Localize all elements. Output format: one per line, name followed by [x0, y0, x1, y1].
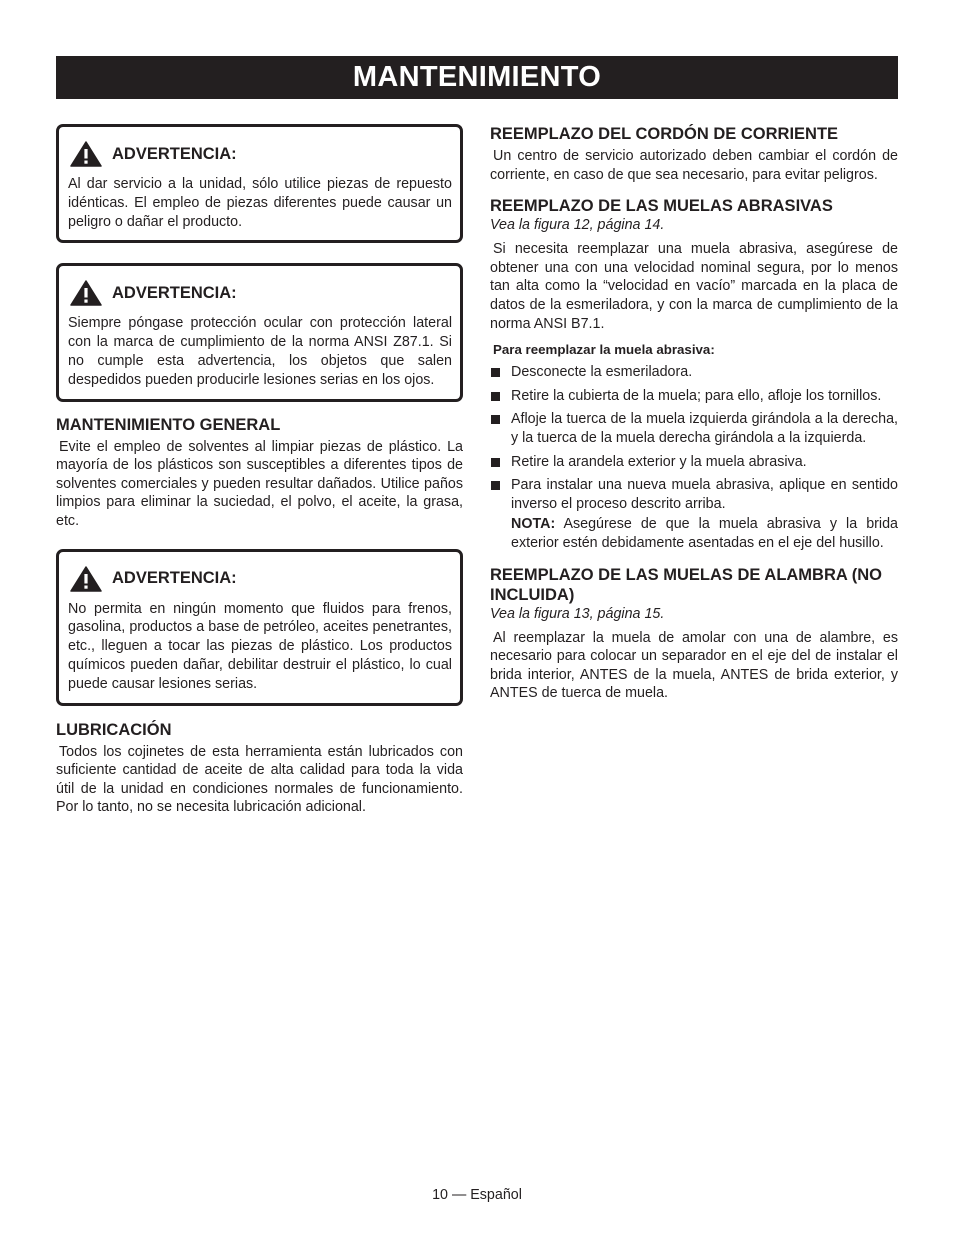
bullet-square-icon: [491, 481, 500, 490]
list-item: Afloje la tuerca de la muela izquierda girándola a la derecha, y la tuerca de la muela derecha girándola a la izquierda.: [490, 410, 898, 447]
warning-triangle-icon: [70, 280, 102, 306]
section-text: Un centro de servicio autorizado deben cambiar el cordón de corriente, en caso de que sea necesario, para evitar peligros.: [490, 148, 898, 183]
note-label: NOTA:: [511, 516, 556, 533]
list-item: Para instalar una nueva muela abrasiva, aplique en sentido inverso el proceso descrito arriba.: [490, 476, 898, 513]
warning-title: ADVERTENCIA:: [112, 283, 237, 302]
note: [490, 515, 898, 552]
section-heading: LUBRICACIÓN: [56, 720, 172, 739]
section-heading: REEMPLAZO DE LAS MUELAS ABRASIVAS: [490, 197, 833, 216]
warning-box-fluids: [56, 549, 463, 706]
section-text: Al reemplazar la muela de amolar con una de alambre, es necesario para colocar un separador en el eje del de instalar el brida interior, ANTES de la muela, ANTES de brida exterior, y ANTES de tuerca de muela.: [490, 629, 898, 702]
section-heading: REEMPLAZO DEL CORDÓN DE CORRIENTE: [490, 125, 839, 143]
list-item: Retire la arandela exterior y la muela abrasiva.: [490, 453, 898, 472]
section-general-maintenance: [56, 415, 463, 531]
procedure-steps: [490, 363, 898, 513]
warning-box-eye-protection: [56, 263, 463, 401]
section-heading: MANTENIMIENTO GENERAL: [56, 415, 281, 434]
section-text: Todos los cojinetes de esta herramienta están lubricados con suficiente cantidad de aceite de alta calidad para toda la vida útil de la unidad en condiciones normales de funcionamiento. Por lo tanto, no se necesita lubricación adicional.: [56, 743, 463, 816]
section-cord-replacement: [490, 124, 898, 184]
procedure-heading: Para reemplazar la muela abrasiva:: [493, 342, 715, 358]
bullet-square-icon: [491, 458, 500, 467]
bullet-square-icon: [491, 415, 500, 424]
left-column: [56, 124, 463, 817]
bullet-square-icon: [491, 368, 500, 377]
section-text: Si necesita reemplazar una muela abrasiva, asegúrese de obtener una con una velocidad nominal segura, por lo menos tan alta como la “velocidad en vacío” marcada en la placa de datos de la esmeriladora, y con la marca de cumplimiento de la norma ANSI B7.1.: [490, 241, 898, 332]
figure-reference: Vea la figura 13, página 15.: [490, 605, 665, 622]
warning-text: Al dar servicio a la unidad, sólo utilice piezas de repuesto idénticas. El empleo de piezas diferentes puede causar un peligro o dañar el producto.: [68, 176, 452, 230]
warning-box-parts: [56, 124, 463, 243]
warning-triangle-icon: [70, 141, 102, 167]
note-text: Asegúrese de que la muela abrasiva y la brida exterior estén debidamente asentadas en el eje del husillo.: [511, 516, 898, 551]
bullet-square-icon: [491, 392, 500, 401]
warning-title: ADVERTENCIA:: [112, 144, 237, 163]
warning-text: No permita en ningún momento que fluidos para frenos, gasolina, productos a base de petróleo, aceites penetrantes, etc., lleguen a tocar las piezas de plástico. Los productos químicos pueden dañar, debilitar destruir el plástico, lo cual puede causar lesiones serias.: [68, 600, 452, 692]
list-item: Retire la cubierta de la muela; para ello, afloje los tornillos.: [490, 387, 898, 406]
figure-reference: Vea la figura 12, página 14.: [490, 217, 665, 234]
warning-title: ADVERTENCIA:: [112, 569, 237, 588]
page-footer: 10 — Español: [432, 1187, 522, 1203]
warning-text: Siempre póngase protección ocular con protección lateral con la marca de cumplimiento de la norma ANSI Z87.1. Si no cumple esta advertencia, los objetos que salen despedidos pueden producirle lesiones serias en los ojos.: [68, 315, 452, 388]
section-wheel-replacement: [490, 196, 898, 552]
warning-triangle-icon: [70, 566, 102, 592]
section-wire-wheel-replacement: [490, 565, 898, 703]
list-item: Desconecte la esmeriladora.: [490, 363, 898, 382]
right-column: [490, 124, 898, 703]
section-heading: REEMPLAZO DE LAS MUELAS DE ALAMBRA (NO INCLUIDA): [490, 565, 883, 604]
page-title: MANTENIMIENTO: [56, 56, 898, 99]
section-text: Evite el empleo de solventes al limpiar piezas de plástico. La mayoría de los plásticos son susceptibles a diferentes tipos de solventes comerciales y pueden resultar dañados. Utilice paños limpios para eliminar la suciedad, el polvo, el aceite, la grasa, etc.: [56, 438, 463, 529]
section-lubrication: [56, 720, 463, 817]
